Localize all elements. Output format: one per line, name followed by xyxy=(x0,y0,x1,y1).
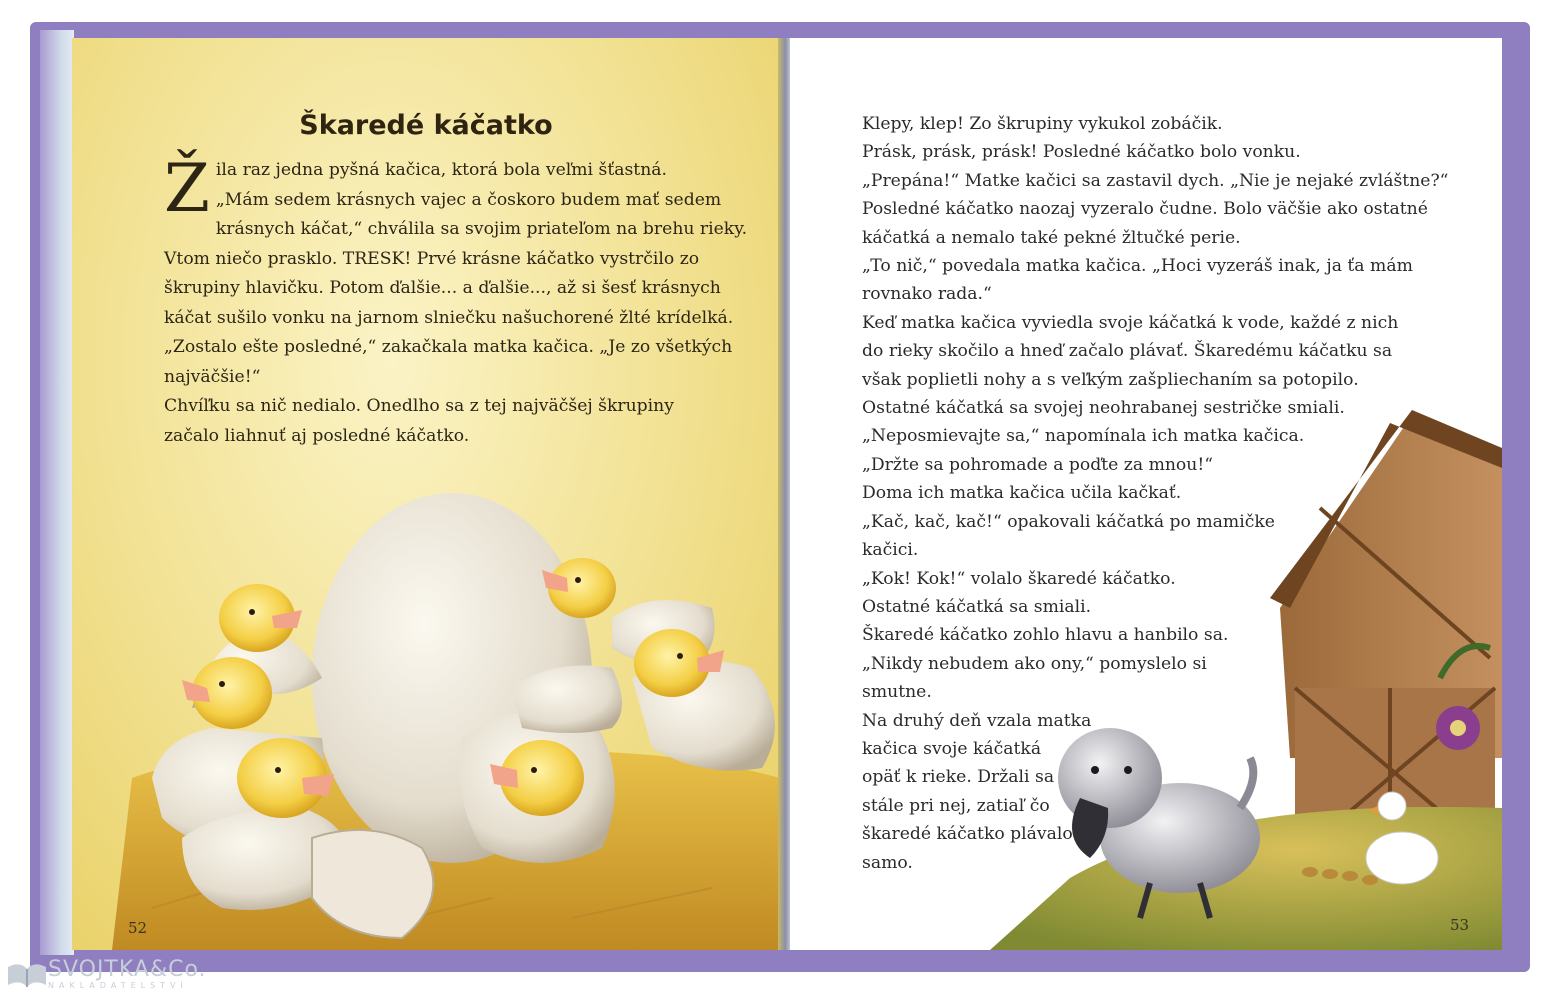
text-line: „Prepána!“ Matke kačici sa zastavil dych. „Nie je nejaké zvláštne?“ xyxy=(862,170,1449,191)
text-line: škaredé káčatko plávalo xyxy=(862,824,1073,845)
book-logo-icon xyxy=(6,959,48,989)
text-line: „Neposmievajte sa,“ napomínala ich matka kačica. xyxy=(862,426,1305,447)
text-line: škrupiny hlavičku. Potom ďalšie... a ďalšie..., až si šesť krásnych xyxy=(164,278,721,298)
drop-cap: Ž xyxy=(164,150,210,227)
text-line: „Kok! Kok!“ volalo škaredé káčatko. xyxy=(862,568,1176,589)
ducklings-hatching-illustration xyxy=(72,478,780,950)
publisher-name: SVOJTKA&Co. xyxy=(48,956,207,982)
text-line: „Zostalo ešte posledné,“ zakačkala matka kačica. „Je zo všetkých xyxy=(164,337,733,357)
text-line: opäť k rieke. Držali sa xyxy=(862,767,1055,788)
text-line: smutne. xyxy=(862,682,932,703)
text-line: Prásk, prásk, prásk! Posledné káčatko bolo vonku. xyxy=(862,142,1301,163)
text-line: samo. xyxy=(862,852,913,873)
right-page xyxy=(790,38,1502,950)
text-line: „Držte sa pohromade a poďte za mnou!“ xyxy=(862,454,1214,475)
text-line: Keď matka kačica vyviedla svoje káčatká k vode, každé z nich xyxy=(862,312,1399,333)
text-line: krásnych káčat,“ chválila sa svojim priateľom na brehu rieky. xyxy=(215,219,748,239)
text-line: Na druhý deň vzala matka xyxy=(862,710,1092,731)
text-line: Škaredé káčatko zohlo hlavu a hanbilo sa. xyxy=(862,625,1229,646)
text-line: rovnako rada.“ xyxy=(862,284,992,305)
text-line: Posledné káčatko naozaj vyzeralo čudne. Bolo väčšie ako ostatné xyxy=(862,199,1428,220)
left-page xyxy=(72,38,780,950)
text-line: „Mám sedem krásnych vajec a čoskoro budem mať sedem xyxy=(215,189,722,210)
page-number-left: 52 xyxy=(128,919,148,937)
publisher-subtitle: NAKLADATELSTVÍ xyxy=(48,980,188,990)
right-story-text xyxy=(862,110,1449,877)
text-line: kačica svoje káčatká xyxy=(862,738,1042,759)
text-line: začalo liahnuť aj posledné káčatko. xyxy=(164,425,470,446)
story-title: Škaredé káčatko xyxy=(299,110,553,141)
text-line: Klepy, klep! Zo škrupiny vykukol zobáčik. xyxy=(862,114,1223,134)
left-story-text xyxy=(164,150,754,451)
text-line: „Kač, kač, kač!“ opakovali káčatká po mamičke xyxy=(862,511,1275,532)
text-line: Chvíľku sa nič nedialo. Onedlho sa z tej najväčšej škrupiny xyxy=(164,396,674,416)
text-line: „To nič,“ povedala matka kačica. „Hoci vyzeráš inak, ja ťa mám xyxy=(862,256,1413,277)
text-line: najväčšie!“ xyxy=(164,366,261,387)
text-line: ila raz jedna pyšná kačica, ktorá bola veľmi šťastná. xyxy=(215,160,667,180)
text-line: „Nikdy nebudem ako ony,“ pomyslelo si xyxy=(862,653,1207,674)
text-line: stále pri nej, zatiaľ čo xyxy=(862,795,1050,816)
text-line: kačici. xyxy=(862,540,919,561)
text-line: Vtom niečo prasklo. TRESK! Prvé krásne káčatko vystrčilo zo xyxy=(164,248,700,269)
text-line: Ostatné káčatká sa svojej neohrabanej sestričke smiali. xyxy=(862,398,1345,419)
page-edges xyxy=(40,30,74,955)
text-line: do rieky skočilo a hneď začalo plávať. Škaredému káčatku sa xyxy=(862,341,1393,362)
text-line: káčat sušilo vonku na jarnom slniečku našuchorené žlté krídelká. xyxy=(164,307,734,328)
text-line: Doma ich matka kačica učila kačkať. xyxy=(862,483,1182,504)
page-number-right: 53 xyxy=(1450,916,1470,934)
text-line: káčatká a nemalo také pekné žltučké perie. xyxy=(862,227,1241,248)
publisher-logo xyxy=(6,954,207,994)
text-line: Ostatné káčatká sa smiali. xyxy=(862,596,1092,617)
text-line: však poplietli nohy a s veľkým zašpliechaním sa potopilo. xyxy=(862,369,1359,390)
